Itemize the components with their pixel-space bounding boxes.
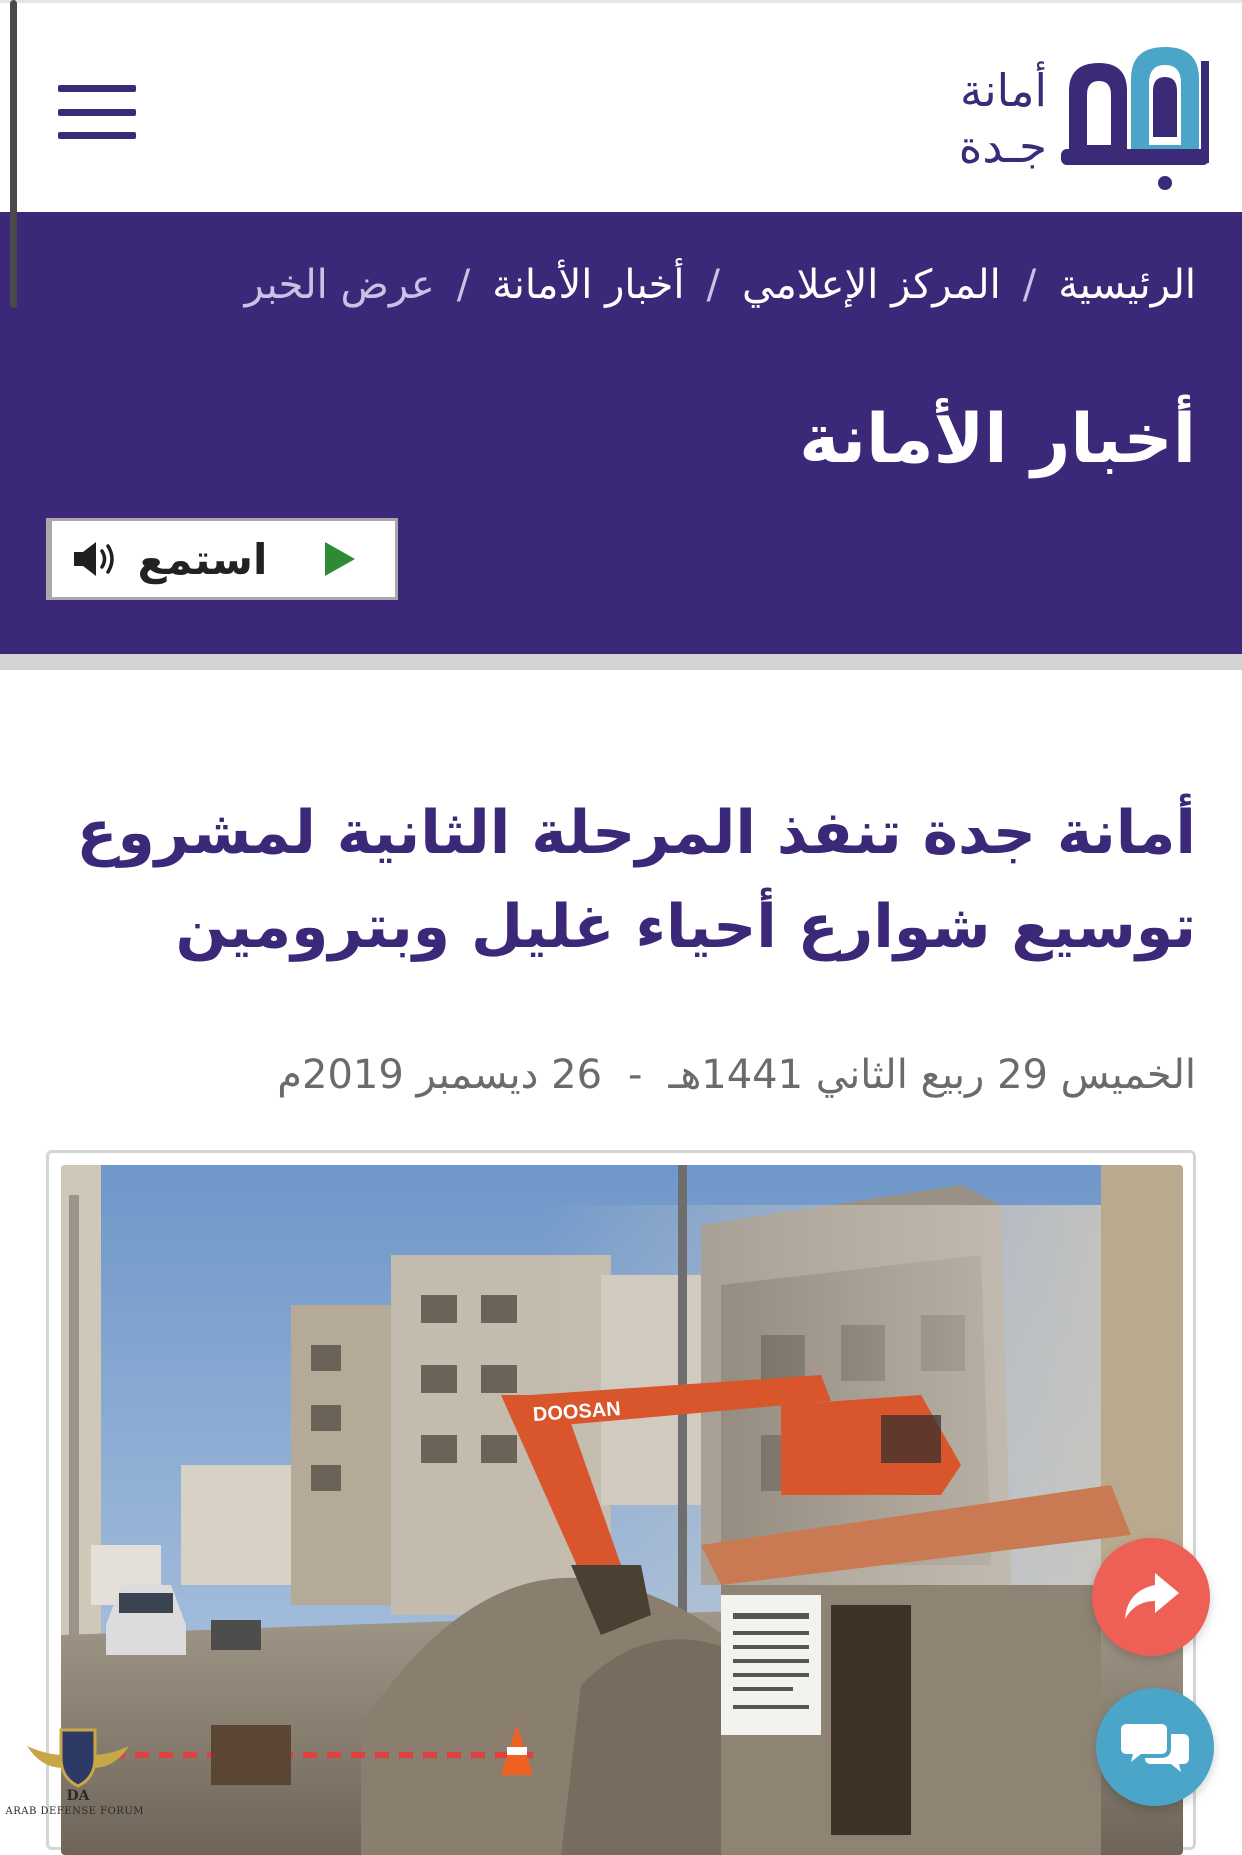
- hamburger-menu-button[interactable]: [58, 85, 136, 139]
- article-image-frame: [46, 1150, 1196, 1850]
- forum-emblem-icon: [23, 1724, 133, 1804]
- arab-defense-forum-watermark: [5, 1724, 144, 1834]
- listen-button[interactable]: [49, 521, 285, 597]
- article-date: [277, 1052, 1196, 1098]
- demolition-excavator-photo: [61, 1165, 1183, 1855]
- hamburger-icon-bar: [58, 132, 136, 139]
- play-icon: [323, 540, 357, 578]
- section-banner: [0, 212, 1242, 654]
- breadcrumb-separator: /: [1022, 262, 1037, 308]
- breadcrumb-separator: /: [706, 262, 720, 308]
- hijri-date: الخميس 29 ربيع الثاني 1441هـ: [668, 1052, 1196, 1098]
- hamburger-icon-bar: [58, 109, 136, 116]
- share-button[interactable]: [1092, 1538, 1210, 1656]
- breadcrumb-home[interactable]: الرئيسية: [1058, 262, 1196, 308]
- chat-bubbles-icon: [1121, 1718, 1189, 1776]
- site-header: [0, 0, 1242, 212]
- svg-text:DA: DA: [66, 1788, 90, 1804]
- banner-divider: [0, 654, 1242, 670]
- logo-mark-icon: [1061, 41, 1217, 191]
- article-headline: [46, 786, 1196, 974]
- breadcrumb: [244, 262, 1196, 308]
- breadcrumb-municipality-news[interactable]: أخبار الأمانة: [492, 262, 685, 308]
- watermark-text: ARAB DEFENSE FORUM: [5, 1806, 144, 1817]
- listen-label: استمع: [137, 534, 268, 584]
- gregorian-date: 26 ديسمبر 2019م: [277, 1052, 603, 1098]
- page-scrollbar[interactable]: [10, 0, 17, 308]
- play-button[interactable]: [285, 521, 395, 597]
- speaker-icon: [70, 539, 118, 579]
- headline-line-2: توسيع شوارع أحياء غليل وبترومين: [175, 892, 1196, 962]
- hamburger-icon-bar: [58, 85, 136, 92]
- svg-text:DOOSAN: DOOSAN: [532, 1398, 622, 1427]
- text-to-speech-player: [46, 518, 398, 600]
- article-photo[interactable]: [61, 1165, 1183, 1855]
- date-separator: -: [628, 1052, 643, 1098]
- breadcrumb-separator: /: [456, 262, 471, 308]
- logo-line-1: أمانة: [960, 64, 1047, 117]
- chat-button[interactable]: [1096, 1688, 1214, 1806]
- page-title: أخبار الأمانة: [799, 400, 1196, 479]
- logo-wordmark: [907, 63, 1047, 175]
- headline-line-1: أمانة جدة تنفذ المرحلة الثانية لمشروع: [76, 798, 1196, 868]
- share-arrow-icon: [1121, 1571, 1181, 1623]
- breadcrumb-current: عرض الخبر: [244, 262, 435, 308]
- jeddah-municipality-logo[interactable]: [777, 41, 1217, 193]
- breadcrumb-media-center[interactable]: المركز الإعلامي: [741, 262, 1001, 308]
- logo-line-2: جـدة: [958, 120, 1047, 173]
